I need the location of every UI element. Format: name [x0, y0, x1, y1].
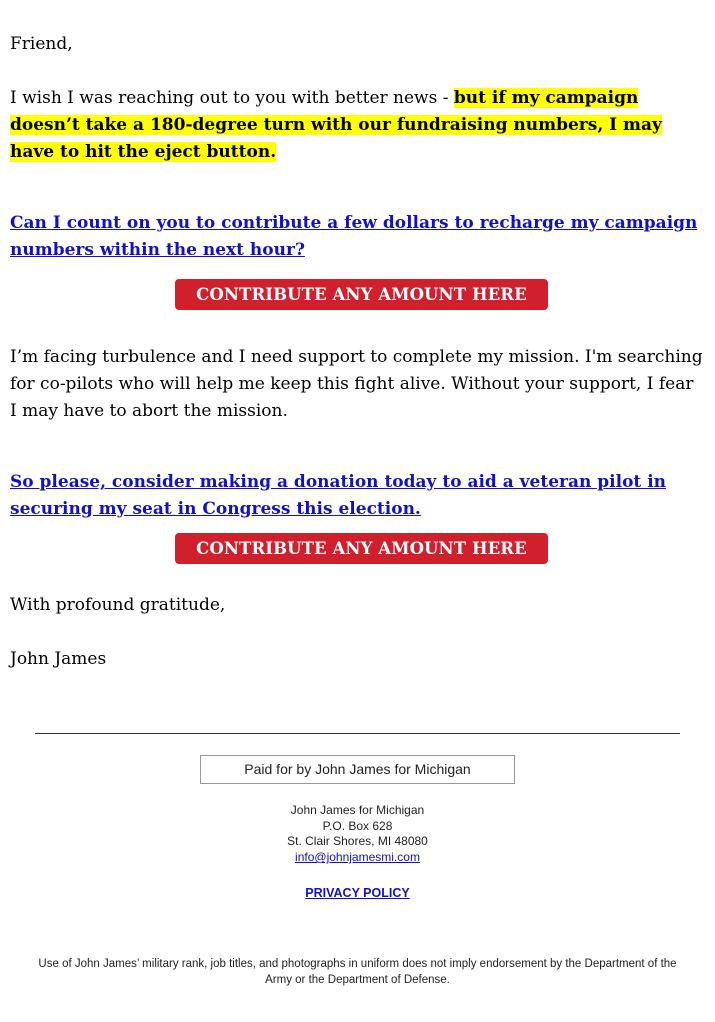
mission-paragraph: I’m facing turbulence and I need support to complete my mission. I'm searching for co-pilots who will help me keep this fight alive. Without your support, I fear I may have to abort the mission. [10, 347, 703, 421]
privacy-policy-wrapper [0, 886, 715, 900]
donation-link-paragraph-2 [10, 469, 700, 523]
contribute-text-link-1[interactable]: Can I count on you to contribute a few dollars to recharge my campaign numbers within the next hour? [10, 213, 698, 260]
military-disclaimer: Use of John James’ military rank, job titles, and photographs in uniform does not imply endorsement by the Department of the Army or the Department of Defense. [38, 958, 677, 986]
privacy-policy-link[interactable]: PRIVACY POLICY [305, 886, 410, 900]
signature: John James [10, 649, 107, 669]
intro-plain-text: I wish I was reaching out to you with better news - [10, 88, 454, 108]
contribute-button-2[interactable]: CONTRIBUTE ANY AMOUNT HERE [175, 533, 548, 564]
contribute-button-1[interactable]: CONTRIBUTE ANY AMOUNT HERE [175, 279, 548, 310]
address-org-name: John James for Michigan [290, 803, 425, 817]
intro-highlighted-text: but if my campaign doesn’t take a 180-degree turn with our fundraising numbers, I may have to hit the eject button. [10, 88, 662, 162]
greeting: Friend, [10, 34, 73, 54]
address-po-box: P.O. Box 628 [322, 818, 393, 833]
contact-email-link[interactable]: info@johnjamesmi.com [295, 850, 420, 865]
intro-paragraph [10, 85, 705, 166]
donation-text-link-2[interactable]: So please, consider making a donation today to aid a veteran pilot in securing my seat in Congress this election. [10, 472, 667, 519]
contribute-link-paragraph-1 [10, 210, 700, 264]
mailing-address [0, 803, 715, 866]
paid-for-box: Paid for by John James for Michigan [200, 755, 515, 784]
footer-divider [35, 733, 680, 734]
closing-line: With profound gratitude, [10, 595, 226, 615]
address-city-state: St. Clair Shores, MI 48080 [287, 834, 428, 849]
